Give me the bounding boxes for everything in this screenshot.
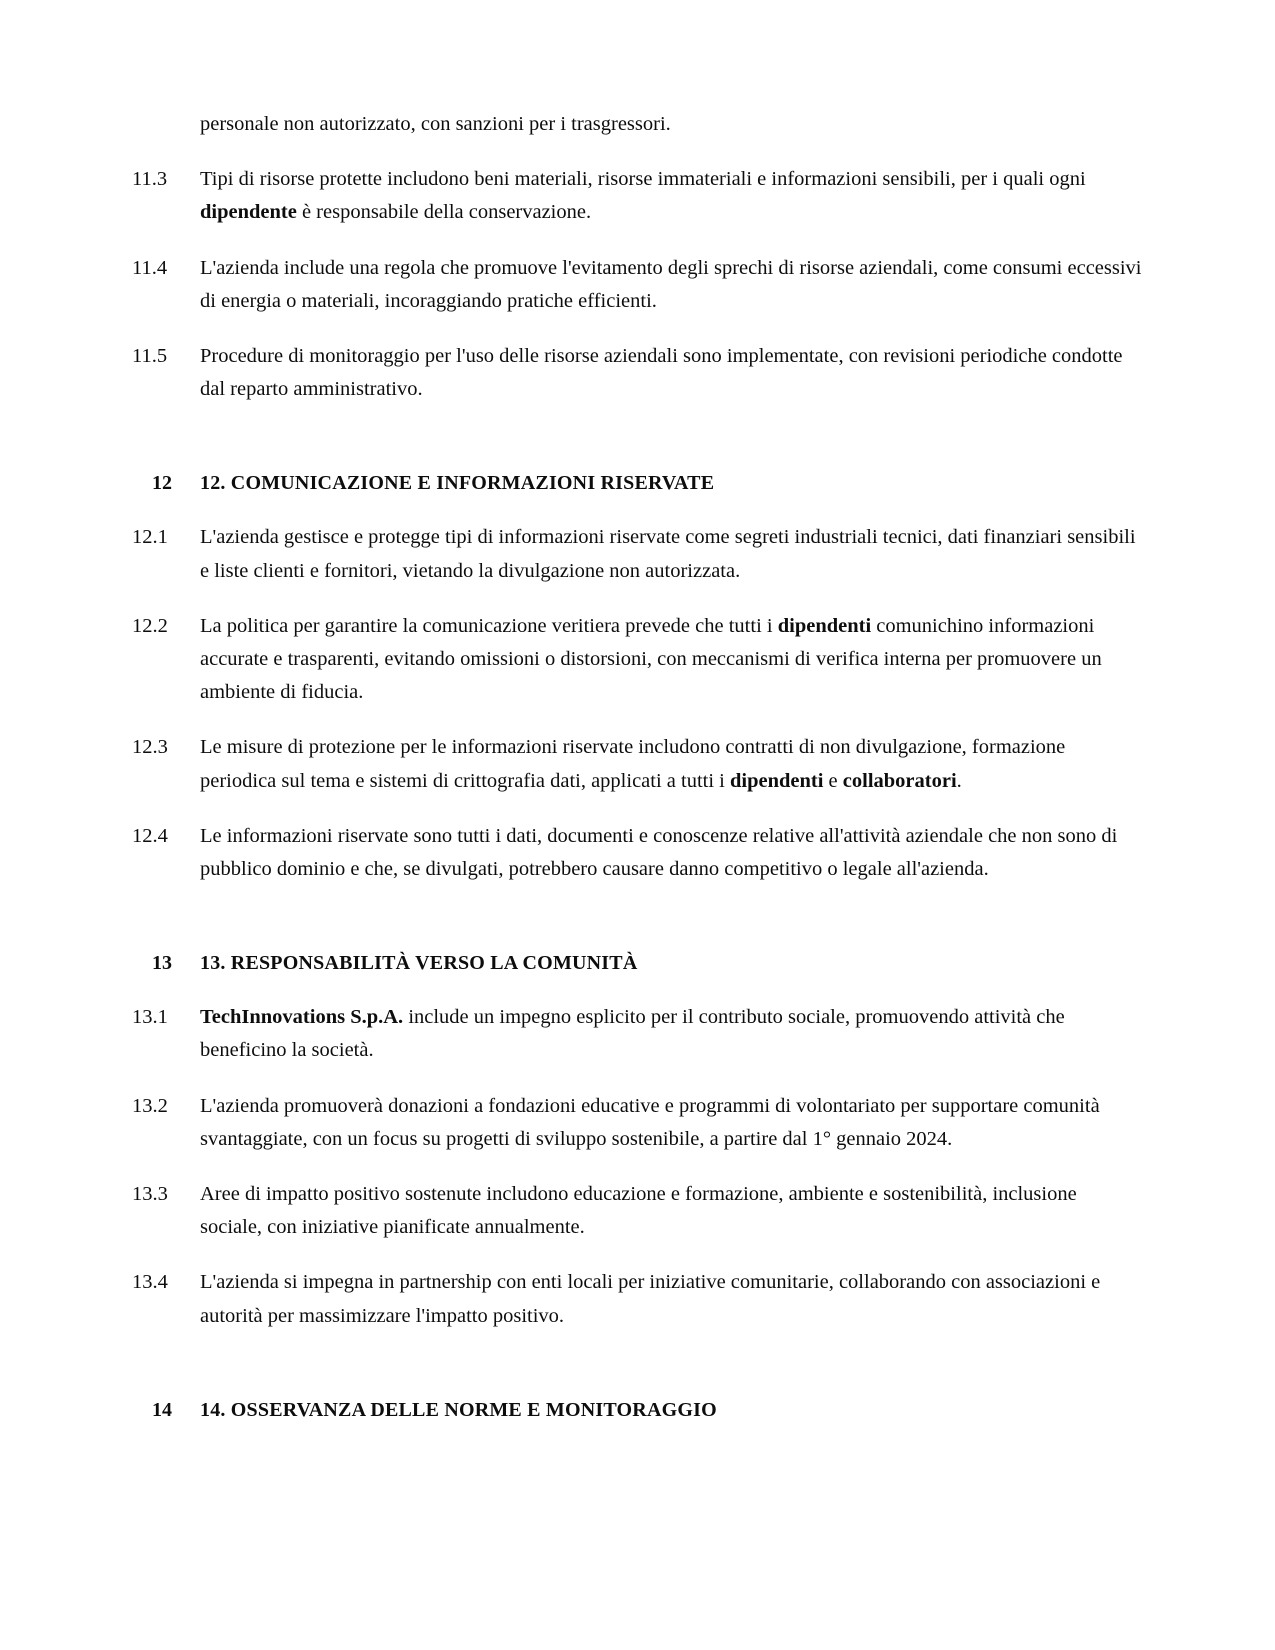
clause-number: 12.3 [132, 736, 168, 759]
clause-text [200, 521, 1143, 587]
clause-number: 12.1 [132, 526, 168, 549]
clause-text [200, 610, 1143, 710]
clause-row [132, 521, 1143, 587]
clause-text [200, 1090, 1143, 1156]
text-run: L'azienda gestisce e protegge tipi di informazioni riservate come segreti industriali tecnici, dati finanziari sensibili e liste clienti e fornitori, vietando la divulgazione non autorizzata. [200, 526, 1136, 582]
section-heading-12 [132, 472, 1143, 495]
text-run: Le misure di protezione per le informazioni riservate includono contratti di non divulgazione, formazione periodica sul tema e sistemi di crittografia dati, applicati a tutti i [200, 736, 1066, 792]
clause-number: 11.5 [132, 345, 168, 368]
continuation-paragraph: personale non autorizzato, con sanzioni per i trasgressori. [200, 113, 671, 135]
text-run: Aree di impatto positivo sostenute includono educazione e formazione, ambiente e sostenibilità, inclusione sociale, con iniziative pianificate annualmente. [200, 1183, 1077, 1239]
section-title: 14. OSSERVANZA DELLE NORME E MONITORAGGIO [200, 1398, 717, 1421]
clause-row [132, 1090, 1143, 1156]
section-heading-14 [132, 1399, 1143, 1422]
emphasis-term: dipendente [200, 201, 297, 224]
clause-number: 11.3 [132, 168, 168, 191]
clause-row [132, 252, 1143, 318]
clause-row [132, 340, 1143, 406]
clause-text [200, 1178, 1143, 1244]
text-run: include un impegno esplicito per il contributo sociale, promuovendo attività che beneficino la società. [200, 1006, 1065, 1062]
clause-row [132, 731, 1143, 797]
emphasis-term: TechInnovations S.p.A. [200, 1006, 404, 1029]
clause-text [200, 1266, 1143, 1332]
text-run: . [956, 769, 962, 792]
emphasis-term: collaboratori [842, 769, 957, 792]
text-run: La politica per garantire la comunicazione veritiera prevede che tutti i [200, 614, 778, 637]
text-run: e [823, 769, 843, 792]
section-number: 13 [152, 952, 172, 975]
clause-row [132, 1001, 1143, 1067]
clause-text [200, 731, 1143, 797]
document-body [132, 108, 1143, 1422]
clause-number: 13.1 [132, 1006, 168, 1029]
clause-text [200, 820, 1143, 886]
clause-number: 11.4 [132, 256, 168, 279]
section-title: 13. RESPONSABILITÀ VERSO LA COMUNITÀ [200, 952, 638, 975]
clause-group-13 [132, 1001, 1143, 1333]
section-heading-13 [132, 952, 1143, 975]
clause-text [200, 163, 1143, 229]
text-run: Procedure di monitoraggio per l'uso delle risorse aziendali sono implementate, con revisioni periodiche condotte dal reparto amministrativo. [200, 345, 1123, 401]
clause-row [132, 1178, 1143, 1244]
emphasis-term: dipendenti [730, 769, 824, 792]
clause-group-11 [132, 163, 1143, 406]
clause-row [132, 1266, 1143, 1332]
text-run: Tipi di risorse protette includono beni materiali, risorse immateriali e informazioni sensibili, per i quali ogni [200, 168, 1086, 191]
text-run: L'azienda si impegna in partnership con enti locali per iniziative comunitarie, collaborando con associazioni e autorità per massimizzare l'impatto positivo. [200, 1271, 1101, 1327]
text-run: Le informazioni riservate sono tutti i dati, documenti e conoscenze relative all'attività aziendale che non sono di pubblico dominio e che, se divulgati, potrebbero causare danno competitivo o legale all'azienda. [200, 824, 1118, 881]
section-number: 14 [152, 1398, 172, 1421]
text-run: è responsabile della conservazione. [296, 201, 592, 224]
text-run: L'azienda promuoverà donazioni a fondazioni educative e programmi di volontariato per supportare comunità svantaggiate, con un focus su progetti di sviluppo sostenibile, a partire dal 1° gennaio 2024. [200, 1094, 1100, 1150]
clause-number: 12.2 [132, 614, 168, 637]
section-title: 12. COMUNICAZIONE E INFORMAZIONI RISERVATE [200, 472, 715, 495]
text-run: comunichino informazioni accurate e trasparenti, evitando omissioni o distorsioni, con meccanismi di verifica interna per promuovere un ambiente di fiducia. [200, 614, 1102, 704]
text-run: L'azienda include una regola che promuove l'evitamento degli sprechi di risorse aziendali, come consumi eccessivi di energia o materiali, incoraggiando pratiche efficienti. [200, 256, 1142, 312]
clause-number: 13.2 [132, 1094, 168, 1117]
clause-number: 13.4 [132, 1271, 168, 1294]
clause-row [132, 820, 1143, 886]
emphasis-term: dipendenti [777, 614, 872, 637]
clause-row [132, 610, 1143, 710]
clause-number: 13.3 [132, 1183, 168, 1206]
section-number: 12 [152, 472, 172, 495]
clause-row [132, 163, 1143, 229]
clause-text [200, 1001, 1143, 1067]
clause-number: 12.4 [132, 824, 168, 847]
clause-text [200, 252, 1143, 318]
clause-group-12 [132, 521, 1143, 886]
clause-text [200, 340, 1143, 406]
